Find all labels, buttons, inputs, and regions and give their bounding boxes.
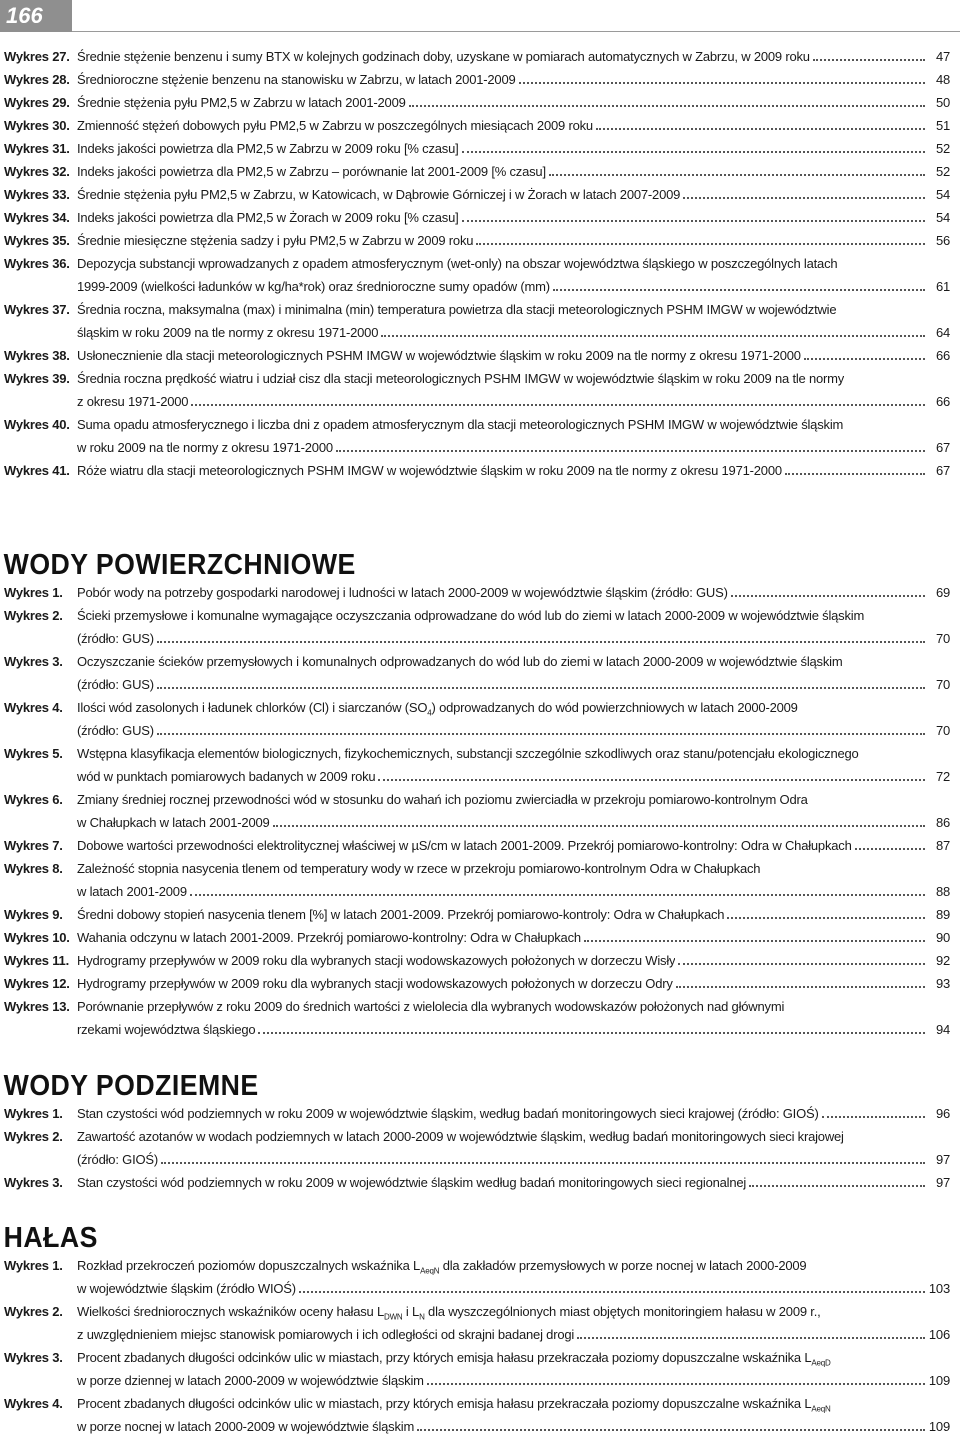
entry-page-number[interactable]: 94 xyxy=(935,1022,950,1037)
entry-title: Stan czystości wód podziemnych w roku 2009 w województwie śląskim według badań monitoringowych sieci regionalnej xyxy=(77,1175,747,1190)
toc-entry-line xyxy=(0,834,950,857)
toc-entry[interactable] xyxy=(0,1346,950,1392)
toc-entry-line xyxy=(0,137,950,160)
entry-page-number[interactable]: 86 xyxy=(935,815,950,830)
toc-entry-line xyxy=(0,857,950,880)
entry-page-number[interactable]: 56 xyxy=(935,233,950,248)
entry-page-number[interactable]: 89 xyxy=(935,907,950,922)
toc-entry[interactable] xyxy=(0,298,950,344)
entry-label: Wykres 32. xyxy=(4,164,70,179)
leader-dots xyxy=(190,894,925,896)
entry-page-number[interactable]: 70 xyxy=(935,631,950,646)
entry-page-number[interactable]: 48 xyxy=(935,72,950,87)
toc-entry-line xyxy=(0,252,950,275)
entry-page-number[interactable]: 52 xyxy=(935,141,950,156)
entry-title: Hydrogramy przepływów w 2009 roku dla wybranych stacji wodowskazowych położonych w dorzeczu Wisły xyxy=(77,953,676,968)
toc-entry[interactable] xyxy=(0,1125,950,1171)
leader-dots xyxy=(462,151,925,153)
toc-entry[interactable] xyxy=(0,1102,950,1125)
toc-entry-line xyxy=(0,995,950,1018)
leader-dots xyxy=(676,986,925,988)
toc-entry-line xyxy=(0,673,950,696)
toc-entry-line xyxy=(0,367,950,390)
entry-title: Zawartość azotanów w wodach podziemnych w latach 2000-2009 w województwie śląskim, według badań monitoringowych sieci krajowej xyxy=(77,1129,844,1144)
leader-dots xyxy=(157,687,925,689)
toc-entry[interactable] xyxy=(0,972,950,995)
leader-dots xyxy=(427,1383,925,1385)
entry-title: Róże wiatru dla stacji meteorologicznych PSHM IMGW w województwie śląskim w roku 2009 na tle normy z okresu 1971-2000 xyxy=(77,463,782,478)
section-air-charts xyxy=(0,45,950,482)
entry-label: Wykres 13. xyxy=(4,999,70,1014)
entry-label: Wykres 5. xyxy=(4,746,63,761)
leader-dots xyxy=(378,779,925,781)
entry-label: Wykres 3. xyxy=(4,654,63,669)
entry-title: z uwzględnieniem miejsc stanowisk pomiarowych i ich odległości od skrajni badanej drogi xyxy=(77,1327,575,1342)
entry-title: rzekami województwa śląskiego xyxy=(77,1022,256,1037)
entry-title: Średnie stężenia pyłu PM2,5 w Zabrzu w latach 2001-2009 xyxy=(77,95,406,110)
toc-entry-line xyxy=(0,206,950,229)
entry-page-number[interactable]: 66 xyxy=(935,348,950,363)
entry-title: Rozkład przekroczeń poziomów dopuszczalnych wskaźnika $L_{AeqN}$ dla zakładów przemysłowych w porze nocnej w latach 2000-2009 xyxy=(77,1258,807,1276)
entry-page-number[interactable]: 109 xyxy=(928,1373,950,1388)
entry-label: Wykres 3. xyxy=(4,1350,63,1365)
entry-title: wód w punktach pomiarowych badanych w 2009 roku xyxy=(77,769,376,784)
entry-label: Wykres 29. xyxy=(4,95,70,110)
entry-title: w województwie śląskim (źródło WIOŚ) xyxy=(77,1281,296,1296)
toc-entry[interactable] xyxy=(0,696,950,742)
toc-entry[interactable] xyxy=(0,903,950,926)
toc-entry-line xyxy=(0,114,950,137)
toc-entry-line xyxy=(0,45,950,68)
leader-dots xyxy=(822,1116,925,1118)
entry-title: (źródło: GUS) xyxy=(77,723,154,738)
toc-entry-line xyxy=(0,926,950,949)
entry-title: Usłonecznienie dla stacji meteorologicznych PSHM IMGW w województwie śląskim w roku 2009 na tle normy z okresu 1971-2000 xyxy=(77,348,801,363)
toc-entry-line xyxy=(0,229,950,252)
entry-title: Porównanie przepływów z roku 2009 do średnich wartości z wielolecia dla wybranych wodowskazów położonych nad głównymi xyxy=(77,999,785,1014)
toc-entry-line xyxy=(0,1300,950,1323)
leader-dots xyxy=(549,174,925,176)
entry-title: (źródło: GUS) xyxy=(77,631,154,646)
leader-dots xyxy=(678,963,925,965)
toc-entry[interactable] xyxy=(0,344,950,367)
leader-dots xyxy=(596,128,925,130)
toc-entry[interactable] xyxy=(0,1300,950,1346)
toc-entry-line xyxy=(0,413,950,436)
toc-entry[interactable] xyxy=(0,949,950,972)
leader-dots xyxy=(381,335,925,337)
entry-title: w Chałupkach w latach 2001-2009 xyxy=(77,815,270,830)
section-title: WODY POWIERZCHNIOWE xyxy=(3,549,356,581)
entry-label: Wykres 1. xyxy=(4,585,63,600)
toc-entry-line xyxy=(0,91,950,114)
toc-entry[interactable] xyxy=(0,183,950,206)
entry-label: Wykres 35. xyxy=(4,233,70,248)
entry-title: Indeks jakości powietrza dla PM2,5 w Żorach w 2009 roku [% czasu] xyxy=(77,210,459,225)
entry-label: Wykres 28. xyxy=(4,72,70,87)
entry-label: Wykres 36. xyxy=(4,256,70,271)
toc-entry-line xyxy=(0,880,950,903)
entry-title: Oczyszczanie ścieków przemysłowych i komunalnych odprowadzanych do wód lub do ziemi w latach 2000-2009 w województwie śląskim xyxy=(77,654,843,669)
entry-title: Ilości wód zasolonych i ładunek chlorków (Cl) i siarczanów $(SO_4)$ odprowadzanych do wód powierzchniowych w latach 2000-2009 xyxy=(77,700,798,718)
entry-page-number[interactable]: 69 xyxy=(935,585,950,600)
toc-entry-line xyxy=(0,160,950,183)
entries-list xyxy=(0,581,950,1041)
entry-title: z okresu 1971-2000 xyxy=(77,394,189,409)
entry-title: Procent zbadanych długości odcinków ulic w miastach, przy których emisja hałasu przekraczała poziomy dopuszczalne wskaźnika $L_{AeqN}$ xyxy=(77,1396,831,1414)
leader-dots xyxy=(161,1162,925,1164)
entry-label: Wykres 6. xyxy=(4,792,63,807)
entry-page-number[interactable]: 52 xyxy=(935,164,950,179)
entry-page-number[interactable]: 72 xyxy=(935,769,950,784)
entry-title: Zmiany średniej rocznej przewodności wód w stosunku do wahań ich poziomu zwierciadła w przekroju pomiarowo-kontrolnym Odra xyxy=(77,792,808,807)
toc-entry-line xyxy=(0,1346,950,1369)
toc-entry[interactable] xyxy=(0,604,950,650)
toc-entry-line xyxy=(0,1277,950,1300)
toc-entry-line xyxy=(0,696,950,719)
entry-title: Zależność stopnia nasycenia tlenem od temperatury wody w rzece w przekroju pomiarowo-kontrolnym Odra w Chałupkach xyxy=(77,861,761,876)
leader-dots xyxy=(804,358,925,360)
entry-page-number[interactable]: 70 xyxy=(935,677,950,692)
entry-label: Wykres 10. xyxy=(4,930,70,945)
leader-dots xyxy=(273,825,925,827)
entry-label: Wykres 41. xyxy=(4,463,70,478)
toc-entry-line xyxy=(0,68,950,91)
entry-title: Pobór wody na potrzeby gospodarki narodowej i ludności w latach 2000-2009 w województwie śląskim (źródło: GUS) xyxy=(77,585,728,600)
entry-page-number[interactable]: 54 xyxy=(935,210,950,225)
toc-entry-line xyxy=(0,972,950,995)
toc-entry[interactable] xyxy=(0,788,950,834)
entry-page-number[interactable]: 64 xyxy=(935,325,950,340)
toc-entry[interactable] xyxy=(0,206,950,229)
entry-page-number[interactable]: 66 xyxy=(935,394,950,409)
entry-page-number[interactable]: 92 xyxy=(935,953,950,968)
entry-label: Wykres 3. xyxy=(4,1175,63,1190)
toc-entry[interactable] xyxy=(0,581,950,604)
toc-entry-line xyxy=(0,298,950,321)
leader-dots xyxy=(476,243,925,245)
toc-entry-line xyxy=(0,390,950,413)
entry-title: 1999-2009 (wielkości ładunków w kg/ha*rok) oraz średnioroczne sumy opadów (mm) xyxy=(77,279,550,294)
toc-entry[interactable] xyxy=(0,1392,950,1438)
toc-entry[interactable] xyxy=(0,1254,950,1300)
entry-page-number[interactable]: 97 xyxy=(935,1152,950,1167)
toc-entry-line xyxy=(0,1415,950,1438)
leader-dots xyxy=(855,848,925,850)
section-wody-podziemne xyxy=(0,1070,950,1194)
entry-page-number[interactable]: 109 xyxy=(928,1419,950,1434)
toc-entry[interactable] xyxy=(0,91,950,114)
entry-title: Indeks jakości powietrza dla PM2,5 w Zabrzu w 2009 roku [% czasu] xyxy=(77,141,459,156)
leader-dots xyxy=(785,473,925,475)
toc-entry-line xyxy=(0,459,950,482)
toc-entry-line xyxy=(0,949,950,972)
entry-page-number[interactable]: 103 xyxy=(928,1281,950,1296)
entry-page-number[interactable]: 88 xyxy=(935,884,950,899)
toc-entry[interactable] xyxy=(0,229,950,252)
toc-content xyxy=(0,45,950,1438)
toc-entry[interactable] xyxy=(0,367,950,413)
leader-dots xyxy=(157,733,925,735)
entry-label: Wykres 8. xyxy=(4,861,63,876)
toc-entry-line xyxy=(0,1392,950,1415)
toc-entry-line xyxy=(0,321,950,344)
page-number: 166 xyxy=(0,0,72,32)
entry-page-number[interactable]: 61 xyxy=(935,279,950,294)
entry-title: śląskim w roku 2009 na tle normy z okresu 1971-2000 xyxy=(77,325,379,340)
entry-label: Wykres 2. xyxy=(4,608,63,623)
leader-dots xyxy=(417,1429,925,1431)
entry-title: Średnioroczne stężenie benzenu na stanowisku w Zabrzu, w latach 2001-2009 xyxy=(77,72,516,87)
toc-entry-line xyxy=(0,650,950,673)
entry-label: Wykres 34. xyxy=(4,210,70,225)
section-title: HAŁAS xyxy=(3,1222,98,1254)
header-rule xyxy=(72,31,960,32)
toc-entry[interactable] xyxy=(0,45,950,68)
leader-dots xyxy=(519,82,925,84)
leader-dots xyxy=(584,940,925,942)
entry-label: Wykres 11. xyxy=(4,953,69,968)
toc-entry-line xyxy=(0,581,950,604)
entry-title: (źródło: GUS) xyxy=(77,677,154,692)
entry-title: Suma opadu atmosferycznego i liczba dni z opadem atmosferycznym dla stacji meteorologicznych PSHM IMGW w województwie śląskim xyxy=(77,417,844,432)
toc-entry[interactable] xyxy=(0,742,950,788)
entry-title: Ścieki przemysłowe i komunalne wymagające oczyszczania odprowadzane do wód lub do ziemi w latach 2000-2009 w województwie śląskim xyxy=(77,608,865,623)
leader-dots xyxy=(336,450,925,452)
leader-dots xyxy=(727,917,925,919)
entry-label: Wykres 37. xyxy=(4,302,70,317)
entry-page-number[interactable]: 47 xyxy=(935,49,950,64)
entry-title: Wahania odczynu w latach 2001-2009. Przekrój pomiarowo-kontrolny: Odra w Chałupkach xyxy=(77,930,581,945)
toc-entry-line xyxy=(0,1018,950,1041)
entry-page-number[interactable]: 93 xyxy=(935,976,950,991)
entry-label: Wykres 4. xyxy=(4,1396,63,1411)
entry-page-number[interactable]: 50 xyxy=(935,95,950,110)
entries-list xyxy=(0,1254,950,1438)
entry-label: Wykres 1. xyxy=(4,1258,63,1273)
toc-entry[interactable] xyxy=(0,857,950,903)
toc-entry[interactable] xyxy=(0,114,950,137)
toc-entry[interactable] xyxy=(0,252,950,298)
toc-entry[interactable] xyxy=(0,995,950,1041)
leader-dots xyxy=(409,105,925,107)
toc-entry-line xyxy=(0,275,950,298)
entry-title: Średni dobowy stopień nasycenia tlenem [%] w latach 2001-2009. Przekrój pomiarowo-kontroly: Odra w Chałupkach xyxy=(77,907,725,922)
toc-entry-line xyxy=(0,1254,950,1277)
entry-title: Hydrogramy przepływów w 2009 roku dla wybranych stacji wodowskazowych położonych w dorzeczu Odry xyxy=(77,976,673,991)
toc-entry-line xyxy=(0,765,950,788)
toc-entry-line xyxy=(0,1171,950,1194)
toc-entry-line xyxy=(0,436,950,459)
entry-title: Wielkości średniorocznych wskaźników oceny hałasu $L_{DWN}$ i $L_N$ dla wyszczególnionych miast objętych monitoringiem hałasu w 2009 r., xyxy=(77,1304,821,1322)
entry-label: Wykres 7. xyxy=(4,838,63,853)
entry-title: w porze dziennej w latach 2000-2009 w województwie śląskim xyxy=(77,1373,424,1388)
toc-entry-line xyxy=(0,604,950,627)
entry-page-number[interactable]: 54 xyxy=(935,187,950,202)
leader-dots xyxy=(258,1032,925,1034)
leader-dots xyxy=(299,1291,925,1293)
entry-page-number[interactable]: 96 xyxy=(935,1106,950,1121)
entry-label: Wykres 39. xyxy=(4,371,70,386)
entry-page-number[interactable]: 51 xyxy=(935,118,950,133)
toc-entry-line xyxy=(0,811,950,834)
toc-entry-line xyxy=(0,1148,950,1171)
toc-entry[interactable] xyxy=(0,650,950,696)
toc-entry-line xyxy=(0,344,950,367)
section-halas xyxy=(0,1222,950,1438)
leader-dots xyxy=(553,289,925,291)
entry-page-number[interactable]: 67 xyxy=(935,463,950,478)
toc-entry-line xyxy=(0,719,950,742)
entry-title: Procent zbadanych długości odcinków ulic w miastach, przy których emisja hałasu przekraczała poziomy dopuszczalne wskaźnika $L_{AeqD}$ xyxy=(77,1350,831,1368)
entry-page-number[interactable]: 67 xyxy=(935,440,950,455)
leader-dots xyxy=(191,404,925,406)
entry-title: Zmienność stężeń dobowych pyłu PM2,5 w Zabrzu w poszczególnych miesiącach 2009 roku xyxy=(77,118,593,133)
entry-label: Wykres 2. xyxy=(4,1129,63,1144)
entry-label: Wykres 38. xyxy=(4,348,70,363)
entry-title: Wstępna klasyfikacja elementów biologicznych, fizykochemicznych, substancji szczególnie szkodliwych oraz stanu/potencjału ekologicznego xyxy=(77,746,859,761)
toc-entry-line xyxy=(0,1125,950,1148)
toc-entry[interactable] xyxy=(0,926,950,949)
entry-label: Wykres 1. xyxy=(4,1106,63,1121)
entry-label: Wykres 12. xyxy=(4,976,70,991)
entry-label: Wykres 2. xyxy=(4,1304,63,1319)
entries-list xyxy=(0,1102,950,1194)
toc-entry[interactable] xyxy=(0,68,950,91)
entry-title: (źródło: GIOŚ) xyxy=(77,1152,158,1167)
entry-label: Wykres 9. xyxy=(4,907,63,922)
toc-entry-line xyxy=(0,742,950,765)
entry-title: Średnie stężenia pyłu PM2,5 w Zabrzu, w Katowicach, w Dąbrowie Górniczej i w Żorach w latach 2007-2009 xyxy=(77,187,681,202)
entry-label: Wykres 33. xyxy=(4,187,70,202)
leader-dots xyxy=(749,1185,925,1187)
entry-title: Depozycja substancji wprowadzanych z opadem atmosferycznym (wet-only) na obszar województwa śląskiego w poszczególnych latach xyxy=(77,256,838,271)
section-wody-powierzchniowe xyxy=(0,549,950,1041)
entry-title: Średnia roczna prędkość wiatru i udział cisz dla stacji meteorologicznych PSHM IMGW w województwie śląskim w roku 2009 na tle normy xyxy=(77,371,845,386)
toc-entry[interactable] xyxy=(0,413,950,459)
entry-page-number[interactable]: 70 xyxy=(935,723,950,738)
toc-entry-line xyxy=(0,627,950,650)
toc-entry-line xyxy=(0,903,950,926)
entry-page-number[interactable]: 87 xyxy=(935,838,950,853)
toc-entry-line xyxy=(0,1323,950,1346)
toc-entry[interactable] xyxy=(0,1171,950,1194)
leader-dots xyxy=(813,59,925,61)
toc-entry-line xyxy=(0,1369,950,1392)
toc-entry-line xyxy=(0,183,950,206)
entry-title: Indeks jakości powietrza dla PM2,5 w Zabrzu – porównanie lat 2001-2009 [% czasu] xyxy=(77,164,546,179)
leader-dots xyxy=(731,595,925,597)
entry-title: Dobowe wartości przewodności elektrolitycznej właściwej w µS/cm w latach 2001-2009. Przekrój pomiarowo-kontrolny: Odra w Chałupkach xyxy=(77,838,852,853)
entry-page-number[interactable]: 106 xyxy=(928,1327,950,1342)
toc-entry[interactable] xyxy=(0,834,950,857)
entry-title: Stan czystości wód podziemnych w roku 2009 w województwie śląskim, według badań monitoringowych sieci krajowej (źródło: GIOŚ) xyxy=(77,1106,819,1121)
toc-entry[interactable] xyxy=(0,459,950,482)
leader-dots xyxy=(683,197,925,199)
entry-title: Średnie stężenie benzenu i sumy BTX w kolejnych godzinach doby, uzyskane w pomiarach automatycznych w Zabrzu, w 2009 roku xyxy=(77,49,810,64)
toc-entry-line xyxy=(0,1102,950,1125)
leader-dots xyxy=(157,641,925,643)
entry-title: Średnia roczna, maksymalna (max) i minimalna (min) temperatura powietrza dla stacji meteorologicznych PSHM IMGW w województwie xyxy=(77,302,837,317)
entry-label: Wykres 30. xyxy=(4,118,70,133)
section-title: WODY PODZIEMNE xyxy=(3,1070,259,1102)
entry-label: Wykres 40. xyxy=(4,417,70,432)
page-header xyxy=(0,0,960,32)
entry-title: w latach 2001-2009 xyxy=(77,884,187,899)
entry-title: Średnie miesięczne stężenia sadzy i pyłu PM2,5 w Zabrzu w 2009 roku xyxy=(77,233,474,248)
entry-page-number[interactable]: 97 xyxy=(935,1175,950,1190)
entry-title: w roku 2009 na tle normy z okresu 1971-2000 xyxy=(77,440,333,455)
entry-page-number[interactable]: 90 xyxy=(935,930,950,945)
leader-dots xyxy=(462,220,925,222)
entry-label: Wykres 31. xyxy=(4,141,70,156)
entry-label: Wykres 4. xyxy=(4,700,63,715)
leader-dots xyxy=(577,1337,925,1339)
entry-label: Wykres 27. xyxy=(4,49,70,64)
entry-title: w porze nocnej w latach 2000-2009 w województwie śląskim xyxy=(77,1419,415,1434)
toc-entry[interactable] xyxy=(0,137,950,160)
toc-entry[interactable] xyxy=(0,160,950,183)
toc-entry-line xyxy=(0,788,950,811)
